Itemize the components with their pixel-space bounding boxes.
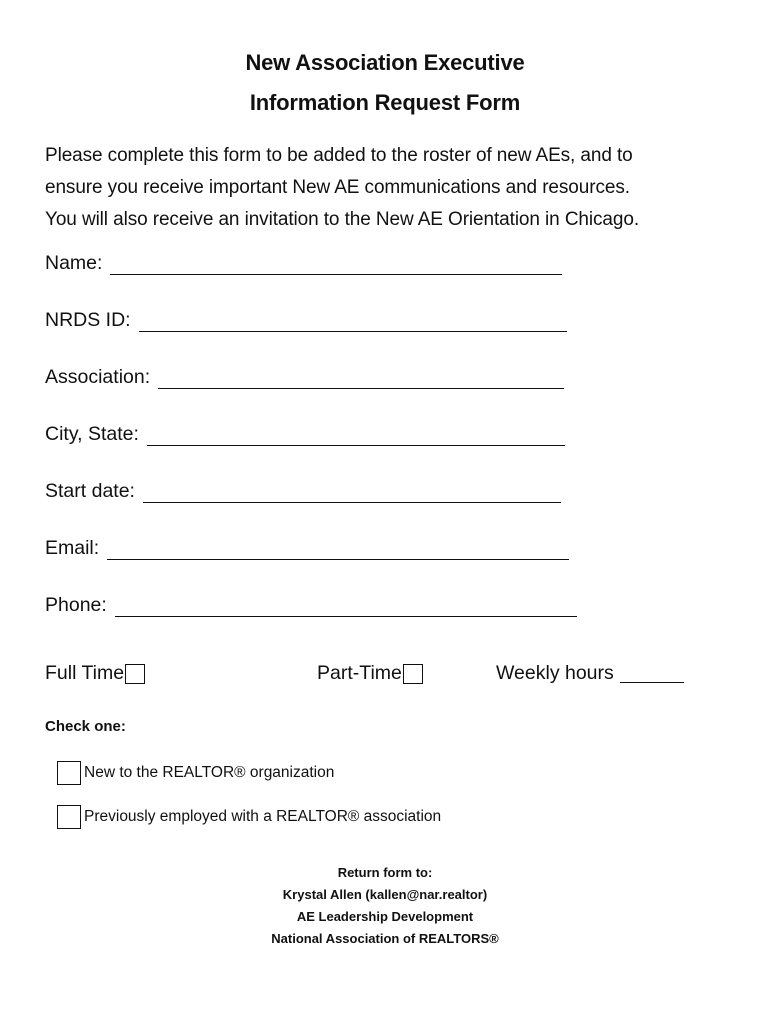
intro-line-3: You will also receive an invitation to the New AE Orientation in Chicago. xyxy=(45,209,640,230)
full-time-option xyxy=(45,662,145,685)
name-field xyxy=(45,252,562,275)
return-heading: Return form to: xyxy=(337,865,433,880)
intro-line-2: ensure you receive important New AE communications and resources. xyxy=(45,177,630,198)
city-state-input-line[interactable] xyxy=(147,427,565,446)
name-label: Name: xyxy=(45,252,103,274)
check-option-previous xyxy=(57,805,441,829)
part-time-label: Part-Time xyxy=(317,662,402,684)
association-label: Association: xyxy=(45,366,151,388)
return-department: AE Leadership Development xyxy=(296,909,474,924)
phone-label: Phone: xyxy=(45,594,107,616)
start-date-label: Start date: xyxy=(45,480,135,502)
email-field xyxy=(45,537,569,560)
full-time-label: Full Time xyxy=(45,662,125,684)
new-to-realtor-label: New to the REALTOR® organization xyxy=(84,764,335,781)
city-state-label: City, State: xyxy=(45,423,139,445)
start-date-field xyxy=(45,480,561,503)
city-state-field xyxy=(45,423,565,446)
new-to-realtor-checkbox[interactable] xyxy=(57,761,81,785)
full-time-checkbox[interactable] xyxy=(125,664,145,684)
form-title-line-2: Information Request Form xyxy=(249,90,521,115)
form-title-line-1: New Association Executive xyxy=(245,50,525,75)
check-option-new xyxy=(57,761,334,785)
previously-employed-label: Previously employed with a REALTOR® association xyxy=(84,808,442,825)
weekly-hours-input-line[interactable] xyxy=(620,664,684,683)
nrds-input-line[interactable] xyxy=(139,313,567,332)
intro-text xyxy=(45,140,735,236)
start-date-input-line[interactable] xyxy=(143,484,561,503)
previously-employed-checkbox[interactable] xyxy=(57,805,81,829)
association-field xyxy=(45,366,564,389)
part-time-option xyxy=(317,662,423,685)
intro-line-1: Please complete this form to be added to the roster of new AEs, and to xyxy=(45,145,633,166)
return-info xyxy=(0,862,770,950)
return-organization: National Association of REALTORS® xyxy=(271,931,499,946)
part-time-checkbox[interactable] xyxy=(403,664,423,684)
email-label: Email: xyxy=(45,537,100,559)
phone-field xyxy=(45,594,577,617)
phone-input-line[interactable] xyxy=(115,598,577,617)
return-contact: Krystal Allen (kallen@nar.realtor) xyxy=(282,887,488,902)
check-one-heading: Check one: xyxy=(45,718,126,735)
weekly-hours-label: Weekly hours xyxy=(496,662,614,684)
nrds-label: NRDS ID: xyxy=(45,309,131,331)
email-input-line[interactable] xyxy=(107,541,569,560)
nrds-field xyxy=(45,309,567,332)
name-input-line[interactable] xyxy=(110,256,562,275)
weekly-hours-field xyxy=(496,662,684,685)
association-input-line[interactable] xyxy=(158,370,564,389)
